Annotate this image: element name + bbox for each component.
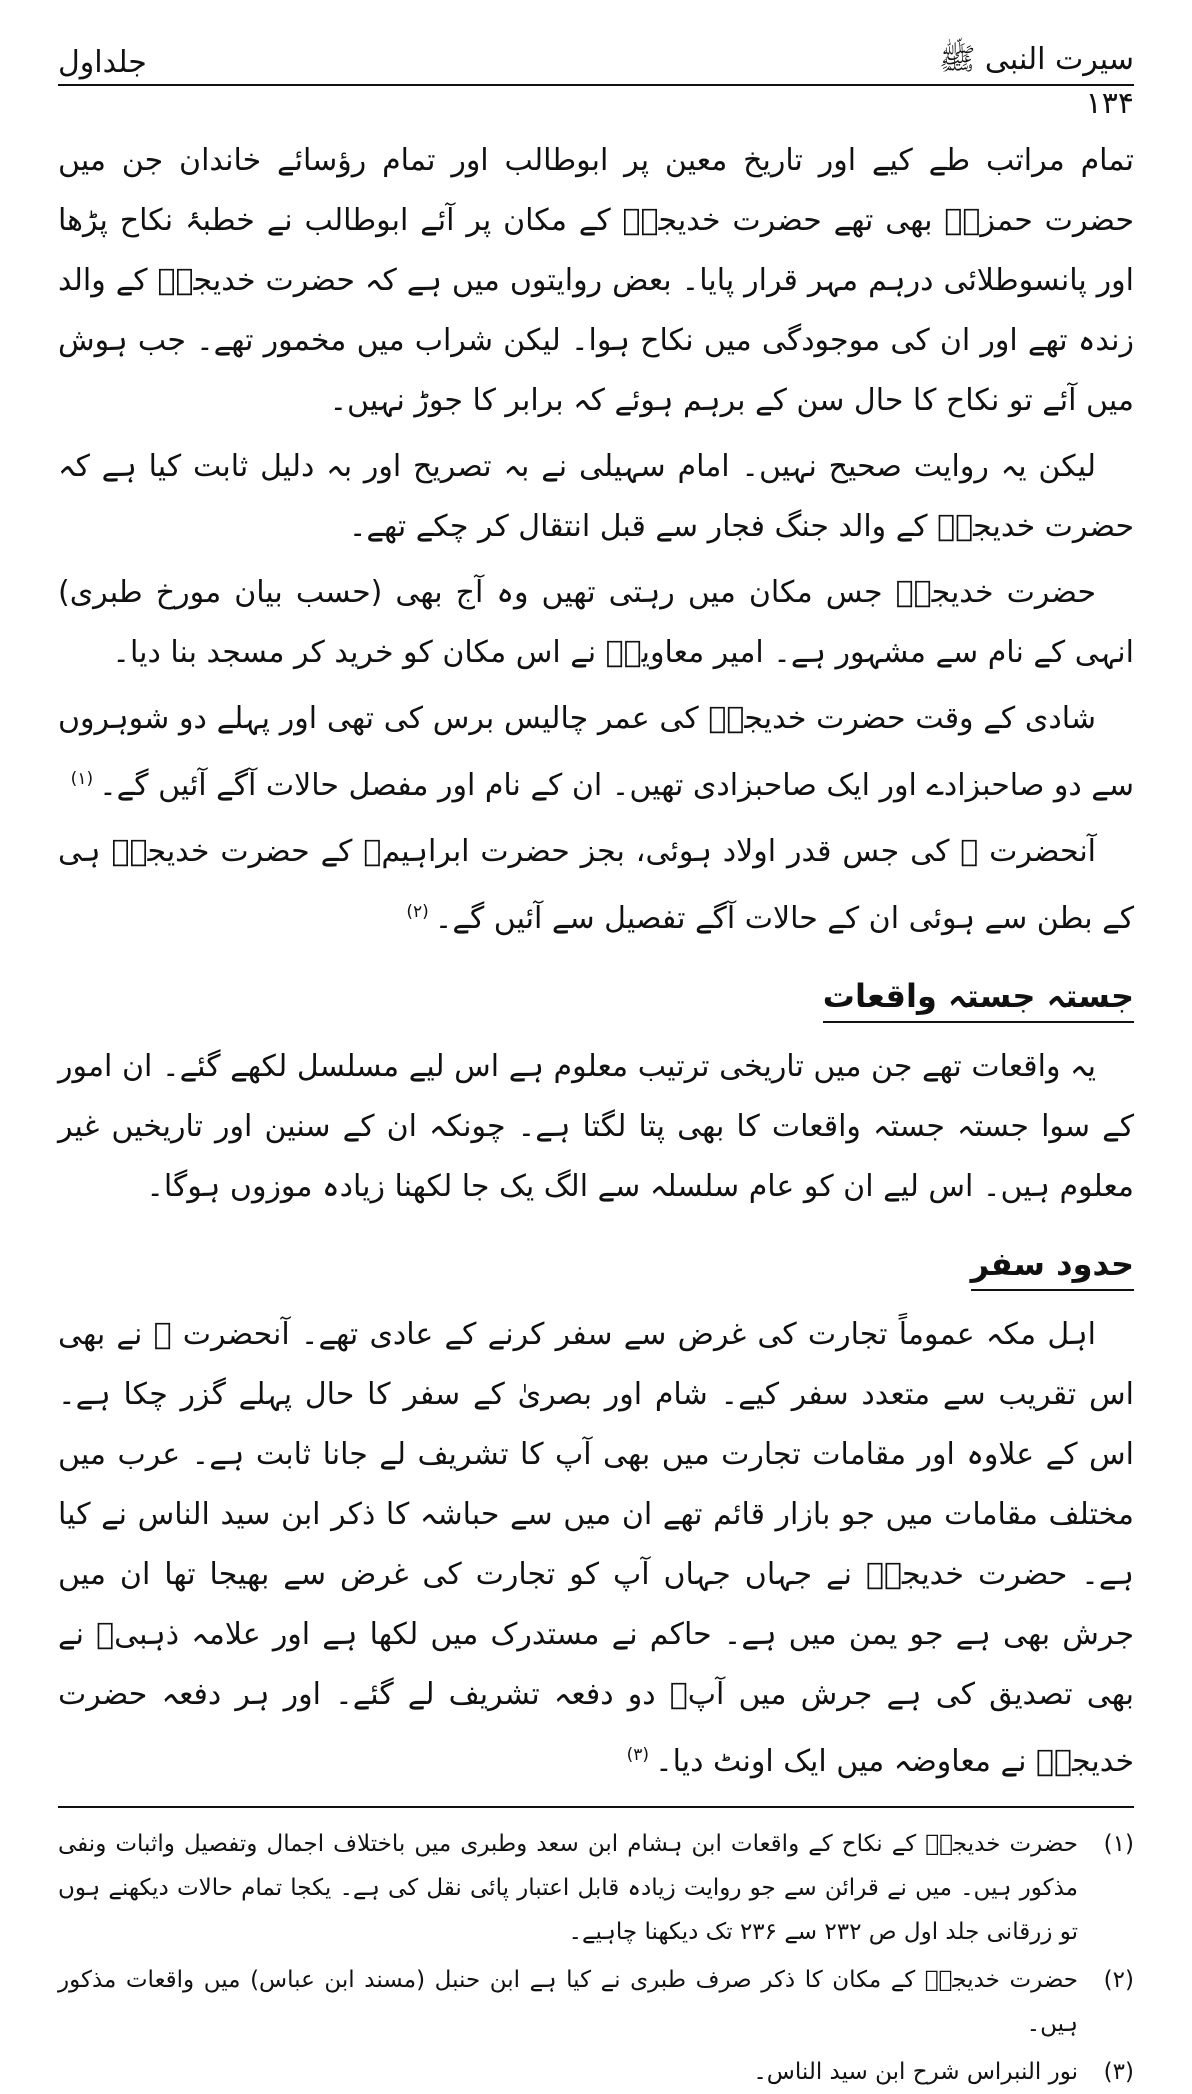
paragraph — [58, 822, 1134, 949]
paragraph: لیکن یہ روایت صحیح نہیں۔ امام سہیلی نے بہ تصریح اور بہ دلیل ثابت کیا ہے کہ حضرت خدیجہؓ کے والد جنگ فجار سے قبل انتقال کر چکے تھے۔ — [58, 449, 1134, 544]
paragraph — [58, 689, 1134, 816]
paragraph-text: شادی کے وقت حضرت خدیجہؓ کی عمر چالیس برس کی تھی اور پہلے دو شوہروں سے دو صاحبزادے اور ایک صاحبزادی تھیں۔ ان کے نام اور مفصل حالات آگے آئیں گے۔ — [58, 701, 1134, 803]
footnote — [58, 1958, 1134, 2046]
footnote — [58, 1822, 1134, 1954]
footnote-number: (۳) — [1103, 2059, 1134, 2085]
section-heading-wrap — [58, 1223, 1134, 1305]
paragraph-text: آنحضرت ﷺ کی جس قدر اولاد ہوئی، بجز حضرت ابراہیمؓ کے حضرت خدیجہؓ ہی کے بطن سے ہوئی ان کے حالات آگے تفصیل سے آئیں گے۔ — [58, 834, 1134, 936]
paragraph-text: اہل مکہ عموماً تجارت کی غرض سے سفر کرنے کے عادی تھے۔ آنحضرت ﷺ نے بھی اس تقریب سے متعدد سفر کیے۔ شام اور بصریٰ کے سفر کا حال پہلے گزر چکا ہے۔ اس کے علاوہ اور مقامات تجارت میں بھی آپ کا تشریف لے جانا ثابت ہے۔ عرب میں مختلف مقامات میں جو بازار قائم تھے ان میں سے حباشہ کا ذکر ابن سید الناس نے کیا ہے۔ حضرت خدیجہؓ نے جہاں جہاں آپ کو تجارت کی غرض سے بھیجا تھا ان میں جرش بھی ہے جو یمن میں ہے۔ حاکم نے مستدرک میں لکھا ہے اور علامہ ذہبیؒ نے بھی تصدیق کی ہے جرش میں آپؐ دو دفعہ تشریف لے گئے۔ اور ہر دفعہ حضرت خدیجہؓ نے معاوضہ میں ایک اونٹ دیا۔ — [58, 1317, 1134, 1779]
section-heading-wrap — [58, 955, 1134, 1037]
paragraph — [58, 1305, 1134, 1792]
footnote — [58, 2050, 1134, 2094]
section-heading: جستہ جستہ واقعات — [823, 973, 1134, 1023]
footnote-ref[interactable]: (۳) — [626, 1745, 650, 1765]
book-title: سیرت النبی ﷺ — [939, 41, 1134, 77]
footnote-number: (۱) — [1103, 1831, 1134, 1857]
section-heading: حدود سفر — [971, 1241, 1134, 1291]
page-number: ۱۳۴ — [1085, 86, 1134, 121]
page-body — [58, 131, 1134, 1792]
footnotes — [58, 1822, 1134, 2094]
footnote-text: حضرت خدیجہؓ کے نکاح کے واقعات ابن ہشام ابن سعد وطبری میں باختلاف اجمال وتفصیل واثبات ونفی مذکور ہیں۔ میں نے قرائن سے جو روایت زیادہ قابل اعتبار پائی نقل کی ہے۔ یکجا تمام حالات دیکھنے ہوں تو زرقانی جلد اول ص ۲۳۲ سے ۲۳۶ تک دیکھنا چاہیے۔ — [58, 1831, 1078, 1945]
footnote-ref[interactable]: (۲) — [406, 902, 429, 922]
footnote-text: نور النبراس شرح ابن سید الناس۔ — [753, 2059, 1078, 2085]
paragraph: تمام مراتب طے کیے اور تاریخ معین پر ابوطالب اور تمام رؤسائے خاندان جن میں حضرت حمزہؓ بھی تھے حضرت خدیجہؓ کے مکان پر آئے ابوطالب نے خطبۂ نکاح پڑھا اور پانسوطلائی درہم مہر قرار پایا۔ بعض روایتوں میں ہے کہ حضرت خدیجہؓ کے والد زندہ تھے اور ان کی موجودگی میں نکاح ہوا۔ لیکن شراب میں مخمور تھے۔ جب ہوش میں آئے تو نکاح کا حال سن کے برہم ہوئے کہ برابر کا جوڑ نہیں۔ — [58, 143, 1134, 418]
footnote-ref[interactable]: (۱) — [70, 769, 94, 789]
footnote-text: حضرت خدیجہؓ کے مکان کا ذکر صرف طبری نے کیا ہے ابن حنبل (مسند ابن عباس) میں واقعات مذکور ہیں۔ — [58, 1967, 1078, 2037]
footnote-number: (۲) — [1103, 1967, 1134, 1993]
paragraph: حضرت خدیجہؓ جس مکان میں رہتی تھیں وہ آج بھی (حسب بیان مورخ طبری) انہی کے نام سے مشہور ہے۔ امیر معاویہؓ نے اس مکان کو خرید کر مسجد بنا دیا۔ — [58, 575, 1134, 670]
volume-label: جلداول — [58, 44, 147, 80]
paragraph: یہ واقعات تھے جن میں تاریخی ترتیب معلوم ہے اس لیے مسلسل لکھے گئے۔ ان امور کے سوا جستہ جستہ واقعات کا بھی پتا لگتا ہے۔ چونکہ ان کے سنین اور تاریخیں غیر معلوم ہیں۔ اس لیے ان کو عام سلسلہ سے الگ یک جا لکھنا زیادہ موزوں ہوگا۔ — [58, 1049, 1134, 1204]
footnote-divider — [58, 1806, 1134, 1808]
page-header — [58, 40, 1134, 86]
